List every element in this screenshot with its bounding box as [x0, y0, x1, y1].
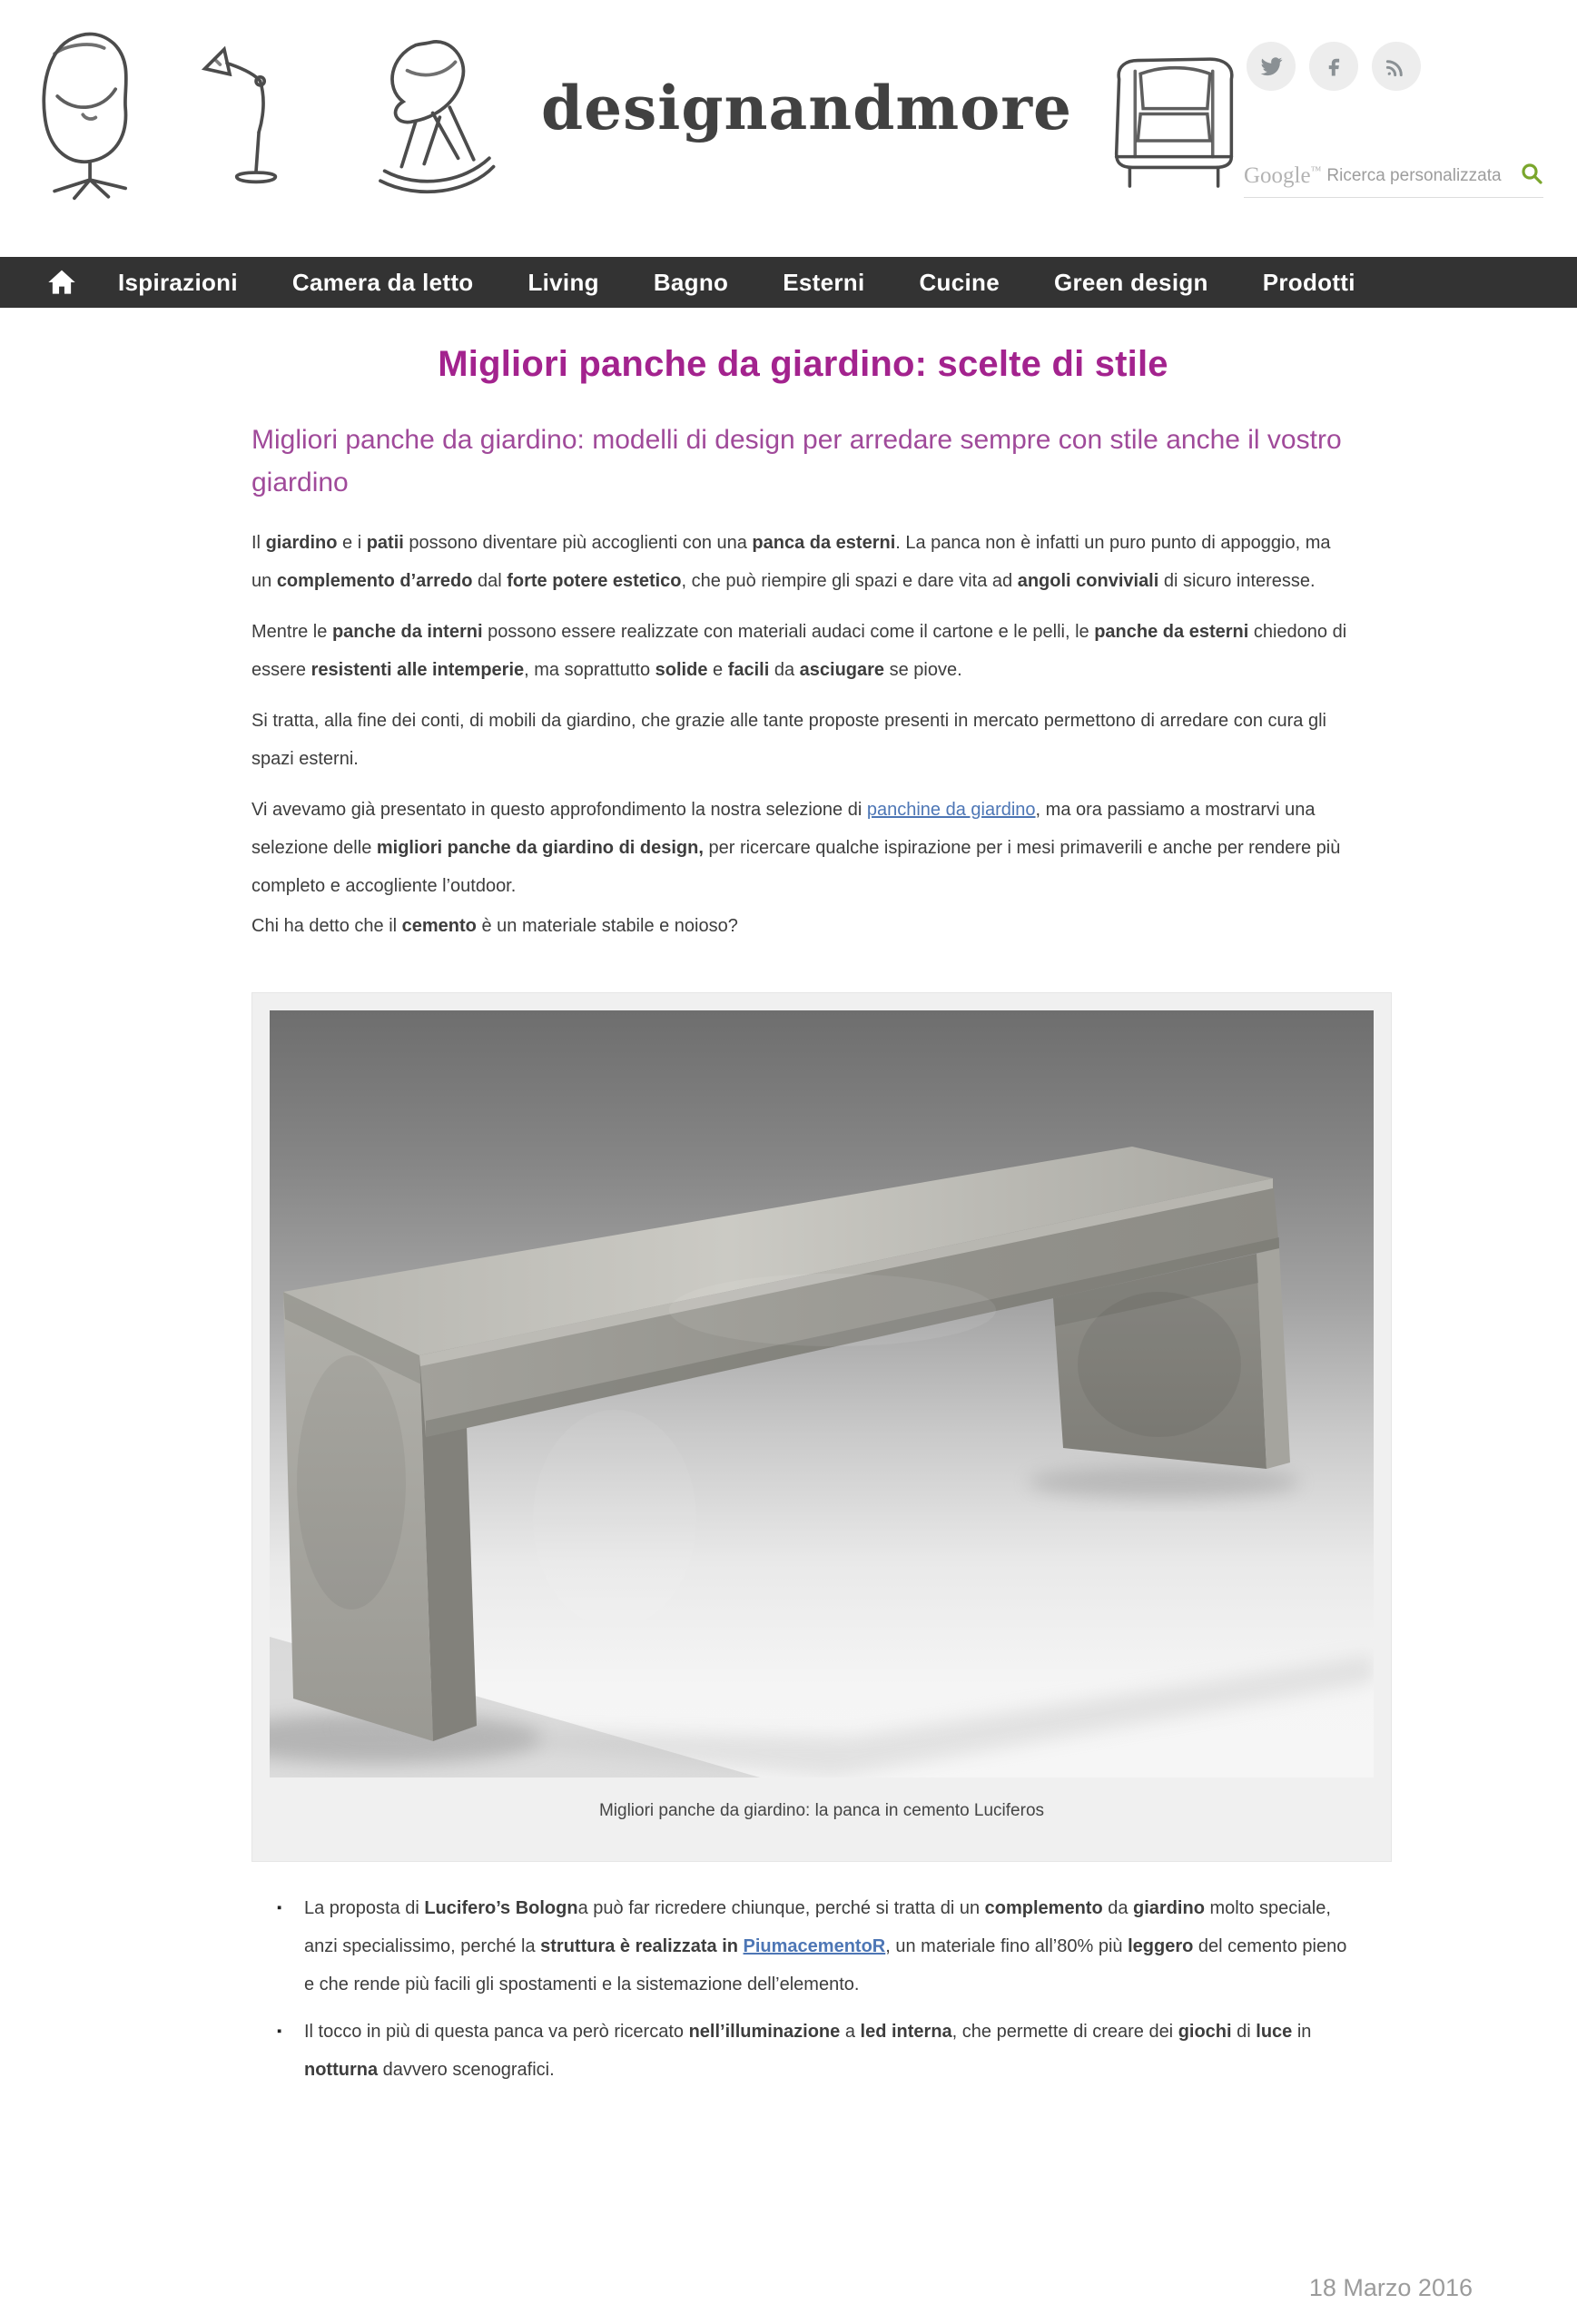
nav-item-green-design[interactable]: Green design [1053, 268, 1208, 296]
paragraph: Si tratta, alla fine dei conti, di mobili da giardino, che grazie alle tante proposte presenti in mercato permettono di arredare con cura gli spazi esterni. [251, 711, 1326, 769]
article-subtitle: Migliori panche da giardino: modelli di design per arredare sempre con stile anche il vostro giardino [251, 425, 1342, 497]
page-title: Migliori panche da giardino: scelte di stile [438, 344, 1168, 384]
rss-icon[interactable] [1372, 42, 1421, 91]
paragraph: Vi avevamo già presentato in questo approfondimento la nostra selezione di panchine da giardino, ma ora passiamo a mostrarvi una selezione delle migliori panche da giardino di design, per ricercare qualche ispirazione per i mesi primaverili e anche per rendere più completo e accogliente l’outdoor. [251, 800, 1341, 896]
inline-link[interactable]: PiumacementoR [743, 1936, 886, 1956]
egg-chair-sketch-icon [25, 25, 162, 202]
bench-photo [270, 1010, 1374, 1777]
google-brand: Google™ [1244, 162, 1322, 188]
concrete-bench-image [270, 1010, 1374, 1777]
paragraph: Chi ha detto che il cemento è un materiale stabile e noioso? [251, 916, 738, 936]
nav-item-camera-da-letto[interactable]: Camera da letto [291, 268, 474, 296]
paragraph: Il giardino e i patii possono diventare più accoglienti con una panca da esterni. La panca non è infatti un puro punto di appoggio, ma un complemento d’arredo dal forte potere estetico, che può riempire gli spazi e dare vita ad angoli conviviali di sicuro interesse. [251, 533, 1331, 591]
site-header [0, 0, 1577, 257]
list-item: ▪ Il tocco in più di questa panca va però ricercato nell’illuminazione a led interna, che permette di creare dei giochi di luce in notturna davvero scenografici. [304, 2013, 1355, 2089]
paragraph: Mentre le panche da interni possono essere realizzate con materiali audaci come il cartone e le pelli, le panche da esterni chiedono di essere resistenti alle intemperie, ma soprattutto solide e facili da asciugare se piove. [251, 622, 1347, 680]
twitter-icon[interactable] [1247, 42, 1296, 91]
home-icon[interactable] [47, 269, 76, 296]
nav-item-bagno[interactable]: Bagno [653, 268, 729, 296]
article-body [251, 524, 1355, 945]
nav-item-ispirazioni[interactable]: Ispirazioni [118, 268, 238, 296]
search-input[interactable] [1321, 166, 1520, 186]
nav-item-cucine[interactable]: Cucine [919, 268, 1000, 296]
bullet-list [251, 1889, 1355, 2089]
facebook-icon[interactable] [1309, 42, 1358, 91]
nav-item-living[interactable]: Living [527, 268, 599, 296]
inline-link[interactable]: panchine da giardino [866, 800, 1036, 820]
magnifier-icon[interactable] [1520, 162, 1543, 190]
armchair-sketch-icon [1092, 39, 1256, 189]
main-nav [0, 257, 1577, 308]
logo-text: designandmore [541, 72, 1073, 143]
rocking-chair-sketch-icon [359, 28, 527, 201]
nav-item-esterni[interactable]: Esterni [783, 268, 865, 296]
nav-item-prodotti[interactable]: Prodotti [1262, 268, 1355, 296]
logo[interactable] [25, 25, 1256, 202]
article [251, 344, 1395, 2089]
social-icons [1247, 42, 1421, 91]
search-box [1244, 162, 1543, 198]
figure-caption: Migliori panche da giardino: la panca in cemento Luciferos [598, 1801, 1045, 1820]
article-date: 18 Marzo 2016 [1308, 2274, 1473, 2301]
article-figure [251, 992, 1392, 1862]
desk-lamp-sketch-icon [174, 33, 306, 196]
list-item: ▪ La proposta di Lucifero’s Bologna può far ricredere chiunque, perché si tratta di un complemento da giardino molto speciale, anzi specialissimo, perché la struttura è realizzata in PiumacementoR, un materiale fino all’80% più leggero del cemento pieno e che rende più facili gli spostamenti e la sistemazione dell’elemento. [304, 1889, 1355, 2004]
